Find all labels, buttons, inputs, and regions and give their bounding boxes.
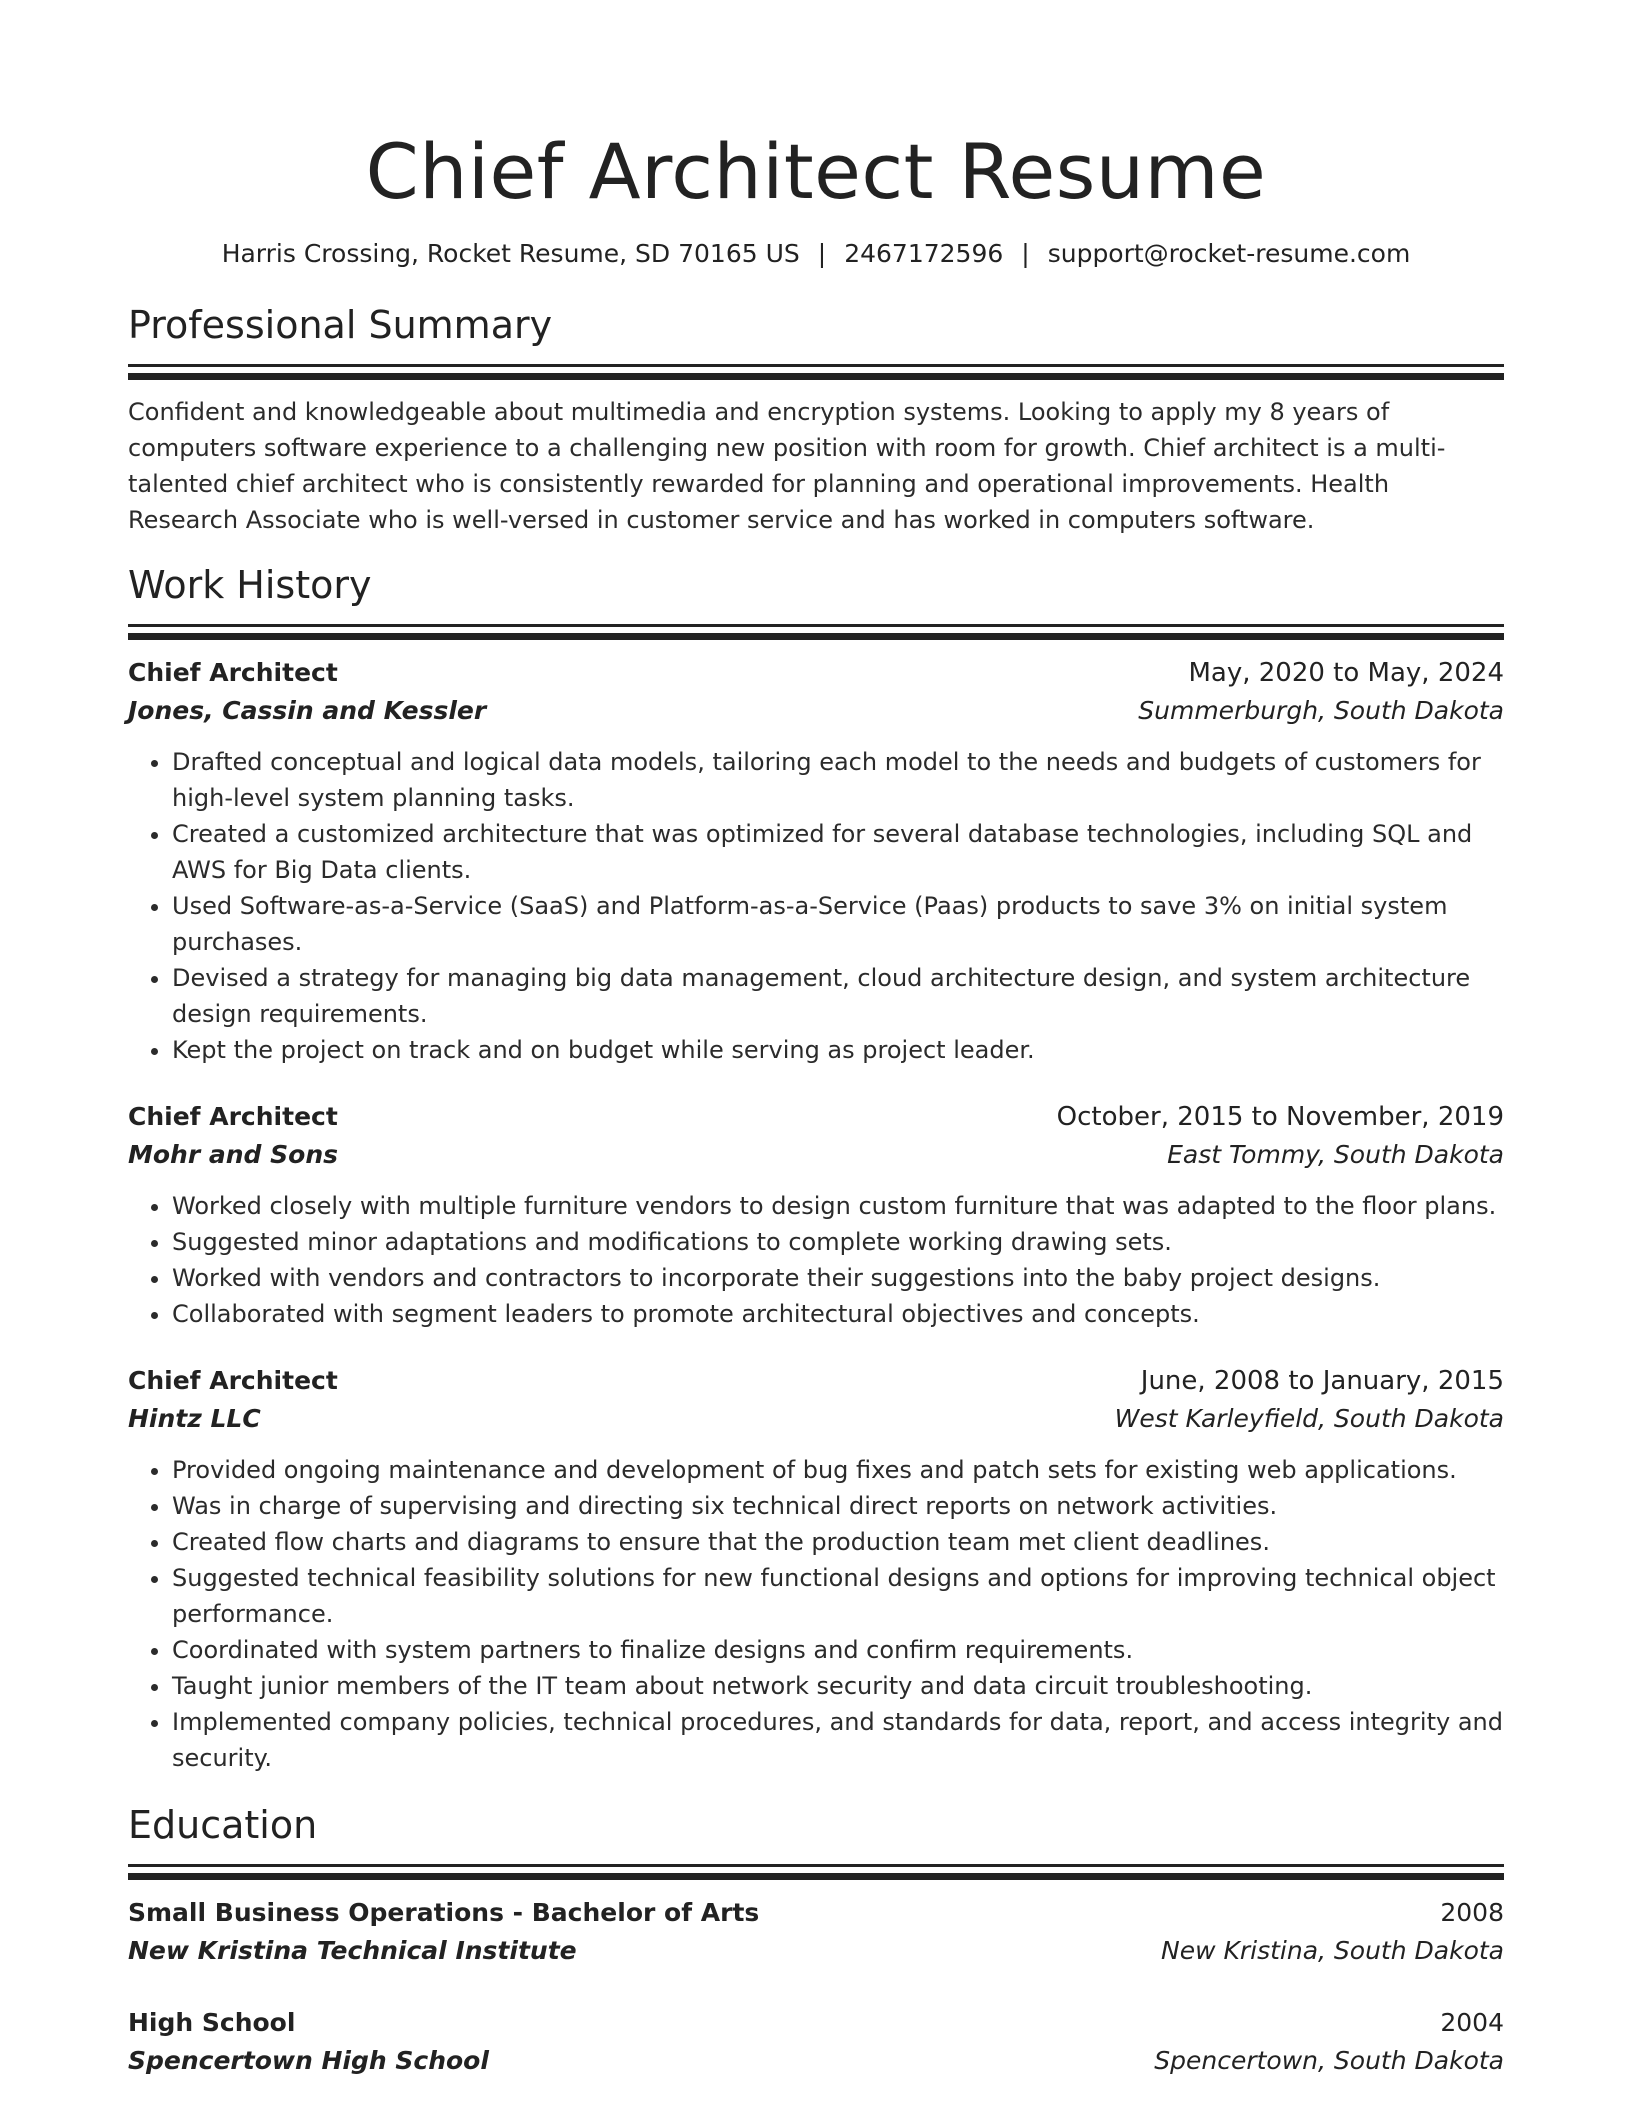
job-bullet-list <box>128 744 1504 1068</box>
education-degree: High School <box>128 2008 296 2037</box>
job-bullet: • Implemented company policies, technical procedures, and standards for data, report, and access integrity and security. <box>172 1704 1504 1776</box>
job-dates: May, 2020 to May, 2024 <box>1188 658 1504 688</box>
education-school-row <box>128 1932 1504 1970</box>
job-bullet: • Created a customized architecture that was optimized for several database technologies, including SQL and AWS for Big Data clients. <box>172 816 1504 888</box>
job-title: Chief Architect <box>128 1366 338 1395</box>
work-history-section <box>128 560 1504 1776</box>
summary-text: Confident and knowledgeable about multimedia and encryption systems. Looking to apply my 8 years of computers software experience to a challenging new position with room for growth. Chief architect is a multi-talented chief architect who is consistently rewarded for planning and operational improvements. Health Research Associate who is well-versed in customer service and has worked in computers software. <box>128 398 1446 534</box>
job-company: Hintz LLC <box>128 1404 261 1433</box>
job-header-row <box>128 1362 1504 1400</box>
job-header-row <box>128 654 1504 692</box>
job-dates: June, 2008 to January, 2015 <box>1140 1366 1504 1396</box>
education-header-row <box>128 1894 1504 1932</box>
education-section <box>128 1800 1504 2080</box>
summary-section <box>128 300 1504 538</box>
job-bullet: • Devised a strategy for managing big data management, cloud architecture design, and system architecture design requirements. <box>172 960 1504 1032</box>
education-location: Spencertown, South Dakota <box>1154 2046 1504 2075</box>
section-divider <box>128 1864 1504 1867</box>
job-title: Chief Architect <box>128 1102 338 1131</box>
job-bullet: • Drafted conceptual and logical data models, tailoring each model to the needs and budgets of customers for high-level system planning tasks. <box>172 744 1504 816</box>
contact-separator: | <box>1021 239 1030 268</box>
job-bullet: • Collaborated with segment leaders to promote architectural objectives and concepts. <box>172 1296 1504 1332</box>
job-bullet: • Provided ongoing maintenance and development of bug fixes and patch sets for existing web applications. <box>172 1452 1504 1488</box>
job-bullet: • Kept the project on track and on budget while serving as project leader. <box>172 1032 1504 1068</box>
section-heading-work-history: Work History <box>128 563 372 607</box>
job-company-row <box>128 1400 1504 1438</box>
contact-separator: | <box>817 239 827 268</box>
section-divider-thick <box>128 373 1504 380</box>
job-bullet: • Suggested technical feasibility solutions for new functional designs and options for improving technical object performance. <box>172 1560 1504 1632</box>
job-company-row <box>128 1136 1504 1174</box>
job-bullet-list <box>128 1452 1504 1776</box>
section-divider <box>128 624 1504 627</box>
job-entry <box>128 1362 1504 1776</box>
education-entry <box>128 1894 1504 1970</box>
job-bullet: • Suggested minor adaptations and modifications to complete working drawing sets. <box>172 1224 1504 1260</box>
job-location: Summerburgh, South Dakota <box>1138 696 1504 725</box>
education-year: 2008 <box>1440 1898 1504 1927</box>
section-heading-education: Education <box>128 1803 318 1847</box>
job-location: West Karleyfield, South Dakota <box>1114 1404 1504 1433</box>
job-bullet: • Used Software-as-a-Service (SaaS) and Platform-as-a-Service (Paas) products to save 3% on initial system purchases. <box>172 888 1504 960</box>
resume-title: Chief Architect Resume <box>365 127 1267 216</box>
education-entry <box>128 2004 1504 2080</box>
contact-email: support@rocket-resume.com <box>1047 239 1411 268</box>
job-bullet-list <box>128 1188 1504 1332</box>
job-bullet: • Was in charge of supervising and directing six technical direct reports on network activities. <box>172 1488 1504 1524</box>
job-company: Mohr and Sons <box>128 1140 339 1169</box>
job-bullet: • Created flow charts and diagrams to ensure that the production team met client deadlines. <box>172 1524 1504 1560</box>
education-school: New Kristina Technical Institute <box>128 1936 577 1965</box>
contact-address: Harris Crossing, Rocket Resume, SD 70165 US <box>221 239 800 268</box>
job-company: Jones, Cassin and Kessler <box>128 696 487 725</box>
education-school: Spencertown High School <box>128 2046 489 2075</box>
education-year: 2004 <box>1440 2008 1504 2037</box>
education-degree: Small Business Operations - Bachelor of Arts <box>128 1898 760 1927</box>
job-company-row <box>128 692 1504 730</box>
job-entry <box>128 1098 1504 1332</box>
contact-line <box>128 236 1504 272</box>
section-divider-thick <box>128 633 1504 640</box>
education-school-row <box>128 2042 1504 2080</box>
section-divider <box>128 364 1504 367</box>
job-header-row <box>128 1098 1504 1136</box>
education-location: New Kristina, South Dakota <box>1161 1936 1504 1965</box>
job-bullet: • Coordinated with system partners to finalize designs and confirm requirements. <box>172 1632 1504 1668</box>
job-bullet: • Worked with vendors and contractors to incorporate their suggestions into the baby project designs. <box>172 1260 1504 1296</box>
job-title: Chief Architect <box>128 658 338 687</box>
contact-phone: 2467172596 <box>844 239 1004 268</box>
job-dates: October, 2015 to November, 2019 <box>1056 1102 1504 1132</box>
job-bullet: • Taught junior members of the IT team about network security and data circuit troubleshooting. <box>172 1668 1504 1704</box>
education-header-row <box>128 2004 1504 2042</box>
job-entry <box>128 654 1504 1068</box>
job-bullet: • Worked closely with multiple furniture vendors to design custom furniture that was adapted to the floor plans. <box>172 1188 1504 1224</box>
job-location: East Tommy, South Dakota <box>1167 1140 1504 1169</box>
resume-page <box>128 0 1504 2080</box>
section-divider-thick <box>128 1873 1504 1880</box>
section-heading-summary: Professional Summary <box>128 303 553 347</box>
